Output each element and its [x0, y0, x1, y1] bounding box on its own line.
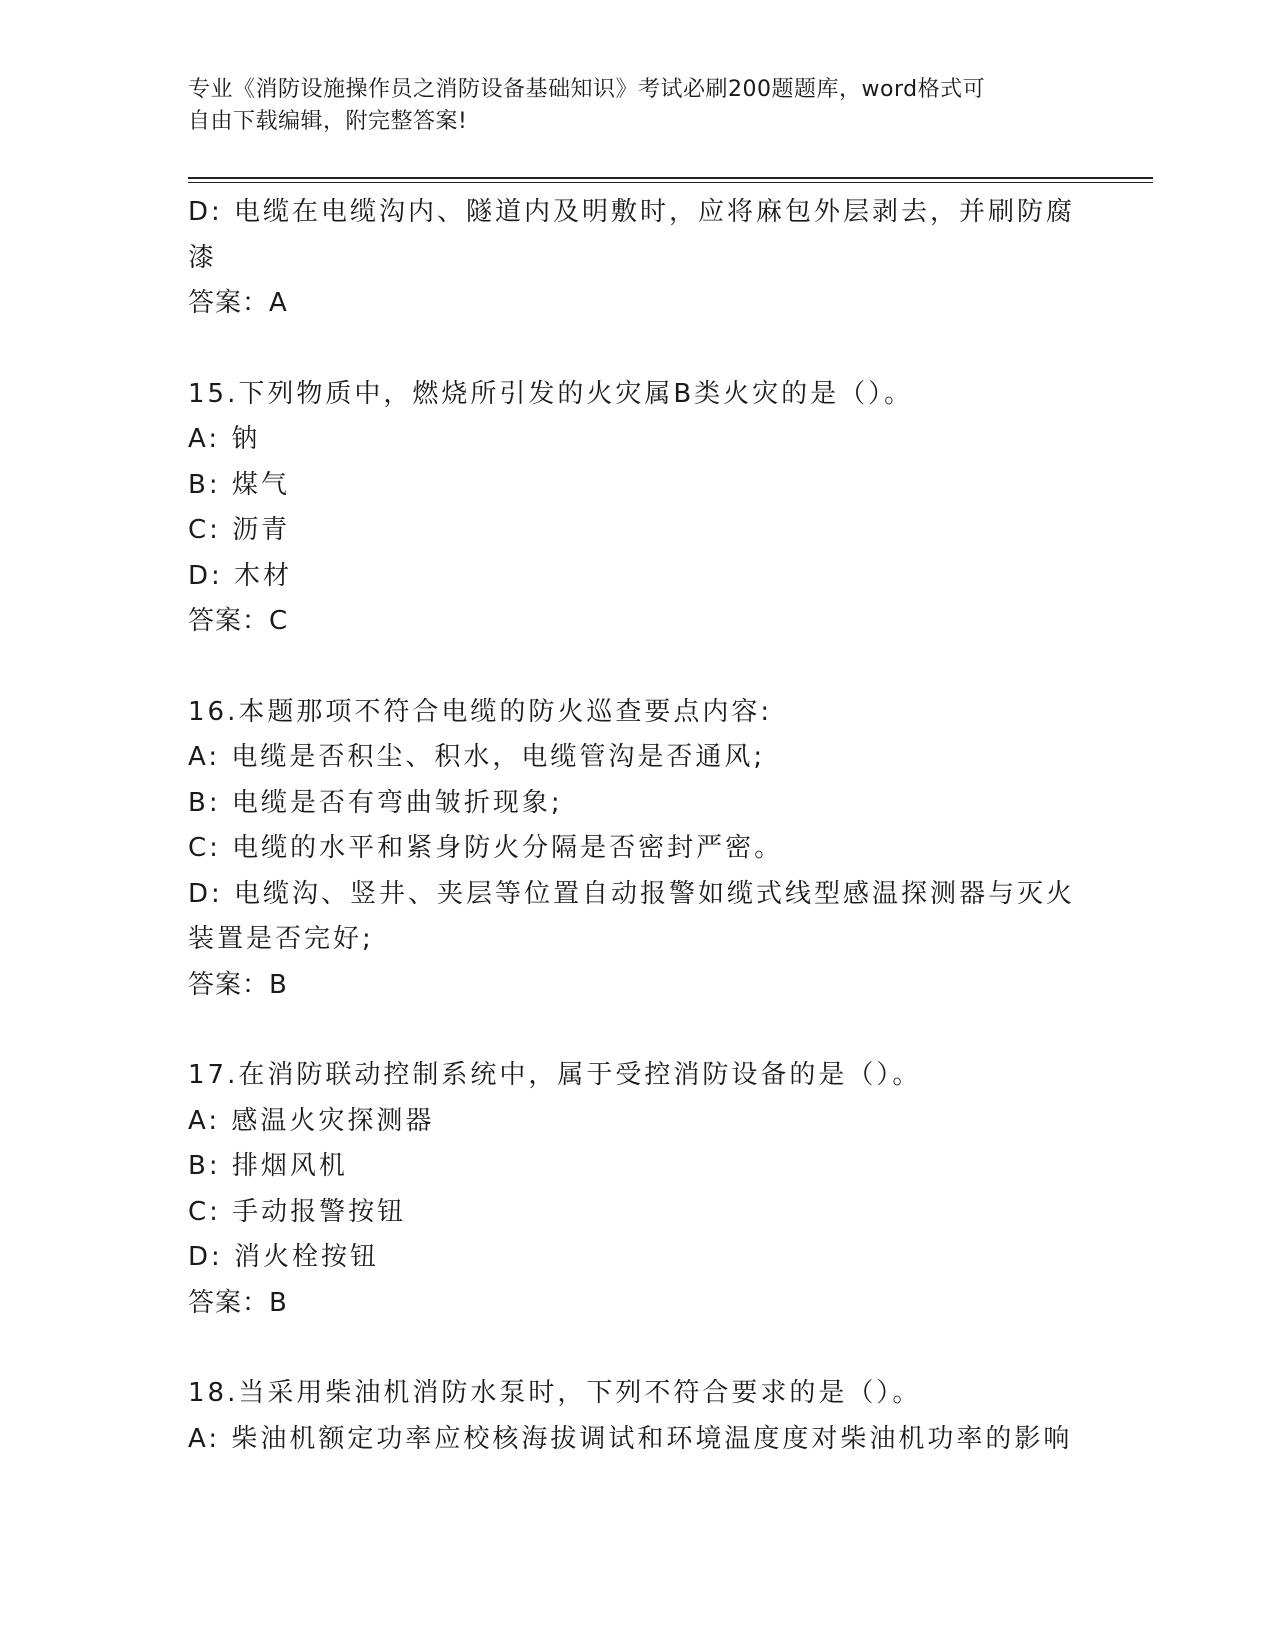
option-c: C: 手动报警按钮: [188, 1196, 407, 1227]
option-c: C: 电缆的水平和紧身防火分隔是否密封严密。: [188, 833, 784, 863]
header-divider-thick: [188, 177, 1153, 179]
answer: [188, 281, 1088, 327]
answer: [188, 1281, 1088, 1327]
header-divider-thin: [188, 182, 1153, 183]
question-stem: 16.本题那项不符合电缆的防火巡查要点内容:: [188, 696, 773, 727]
option-d-continuation: 漆: [188, 242, 218, 273]
question-15: [188, 372, 1088, 645]
option-b: B: 排烟风机: [188, 1151, 348, 1181]
answer-value: C: [269, 606, 289, 636]
header-line-1: 专业《消防设施操作员之消防设备基础知识》考试必刷200题题库，word格式可: [188, 77, 986, 102]
question-17: [188, 1053, 1088, 1326]
answer-label: 答案：: [188, 606, 270, 636]
option-b: B: 电缆是否有弯曲皱折现象;: [188, 787, 563, 818]
question-fragment: [188, 190, 1088, 327]
answer-value: B: [269, 1287, 288, 1318]
page-header: [188, 74, 1088, 138]
option-a: A: 感温火灾探测器: [188, 1105, 435, 1136]
option-c: C: 沥青: [188, 515, 291, 545]
option-a: A: 柴油机额定功率应校核海拔调试和环境温度度对柴油机功率的影响: [188, 1423, 1073, 1454]
option-d: D: 电缆沟、竖井、夹层等位置自动报警如缆式线型感温探测器与灭火: [188, 878, 1076, 909]
option-a: A: 电缆是否积尘、积水，电缆管沟是否通风;: [188, 742, 766, 772]
answer: [188, 599, 1088, 645]
option-d: D: 消火栓按钮: [188, 1242, 380, 1272]
option-d: D: 电缆在电缆沟内、隧道内及明敷时，应将麻包外层剥去，并刷防腐: [188, 197, 1076, 227]
question-list: [188, 190, 1088, 1462]
header-line-2: 自由下载编辑，附完整答案!: [188, 109, 468, 134]
answer: [188, 963, 1088, 1009]
answer-value: A: [269, 288, 288, 318]
answer-value: B: [269, 969, 288, 1000]
question-stem: 15.下列物质中，燃烧所引发的火灾属B类火灾的是（）。: [188, 378, 914, 409]
question-18: [188, 1371, 1088, 1462]
option-a: A: 钠: [188, 424, 261, 454]
answer-label: 答案：: [188, 1287, 270, 1318]
option-d-continuation: 装置是否完好;: [188, 924, 374, 954]
answer-label: 答案：: [188, 969, 270, 1000]
question-stem: 17.在消防联动控制系统中，属于受控消防设备的是（）。: [188, 1060, 922, 1090]
question-16: [188, 690, 1088, 1009]
answer-label: 答案：: [188, 288, 270, 318]
option-d: D: 木材: [188, 560, 293, 591]
question-stem: 18.当采用柴油机消防水泵时，下列不符合要求的是（）。: [188, 1378, 922, 1408]
option-b: B: 煤气: [188, 469, 290, 500]
